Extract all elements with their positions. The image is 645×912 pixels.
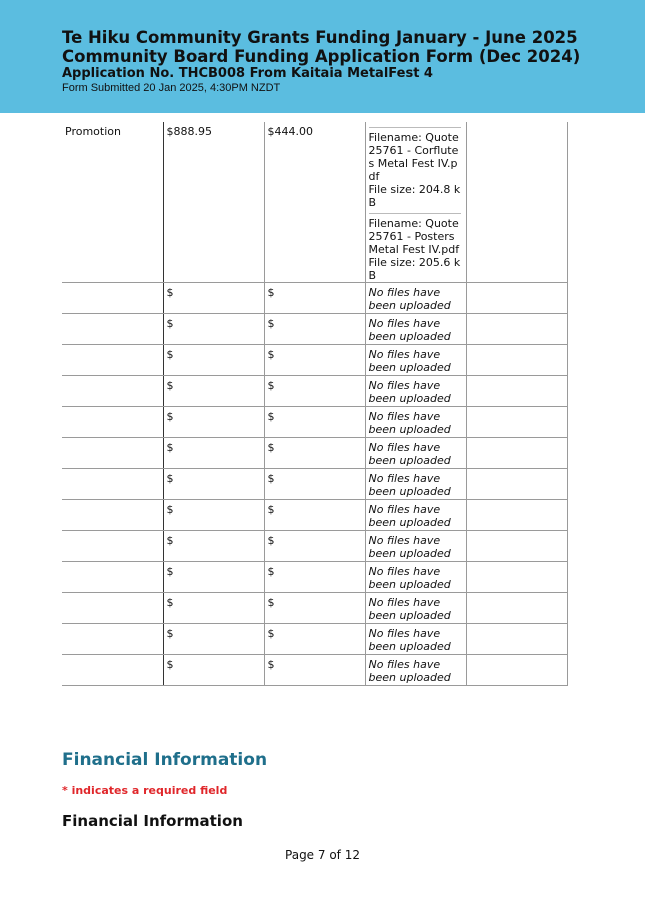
no-files-text: No files have [368,565,441,578]
empty-cell [466,531,567,562]
amount-cell: $ [264,500,365,531]
table-row [62,283,567,314]
table-row [62,469,567,500]
no-files-text: been uploaded [368,330,451,343]
no-files-text: No files have [368,410,441,423]
file-size-line: File size: 204.8 k [368,183,461,196]
no-files-text: been uploaded [368,485,451,498]
file-item[interactable] [369,213,461,282]
no-files-text: been uploaded [368,361,451,374]
amount-cell: $ [264,655,365,686]
files-cell [365,655,466,686]
amount-cell: $ [163,500,264,531]
no-files-text: been uploaded [368,454,451,467]
empty-cell [466,376,567,407]
file-name-line: s Metal Fest IV.p [368,157,458,170]
table-row [62,407,567,438]
empty-cell [466,283,567,314]
no-files-text: No files have [368,441,441,454]
files-cell [365,122,466,283]
file-name-line: Filename: Quote [368,217,459,230]
no-files-text: been uploaded [368,640,451,653]
files-cell [365,531,466,562]
files-cell [365,500,466,531]
no-files-text: been uploaded [368,392,451,405]
header-title-line3: Application No. THCB008 From Kaitaia MetalFest 4 [62,66,433,81]
file-list [369,127,463,282]
files-cell [365,314,466,345]
no-files-text: No files have [368,596,441,609]
item-cell [62,655,163,686]
section-title: Financial Information [62,750,268,770]
item-cell [62,376,163,407]
empty-cell [466,122,567,283]
no-files-text: No files have [368,379,441,392]
item-cell: Promotion [62,122,163,283]
page-number: Page 7 of 12 [285,848,360,862]
amount-cell: $ [264,624,365,655]
empty-cell [466,407,567,438]
table-row [62,593,567,624]
item-cell [62,345,163,376]
amount-cell: $ [264,438,365,469]
no-files-text: been uploaded [368,671,451,684]
no-files-text: No files have [368,658,441,671]
budget-table [62,122,568,686]
amount-cell: $ [163,655,264,686]
item-cell [62,562,163,593]
empty-cell [466,500,567,531]
files-cell [365,407,466,438]
files-cell [365,438,466,469]
amount-cell: $ [264,531,365,562]
item-cell [62,438,163,469]
table-row [62,562,567,593]
section-subtitle: Financial Information [62,812,243,830]
table-row [62,438,567,469]
no-files-text: No files have [368,286,441,299]
no-files-text: No files have [368,534,441,547]
files-cell [365,593,466,624]
item-cell [62,624,163,655]
amount-cell: $444.00 [264,122,365,283]
no-files-text: been uploaded [368,578,451,591]
no-files-text: No files have [368,348,441,361]
amount-cell: $ [163,314,264,345]
amount-cell: $ [264,314,365,345]
amount-cell: $ [163,624,264,655]
files-cell [365,376,466,407]
header-title-line2: Community Board Funding Application Form (Dec 2024) [62,47,581,66]
file-size-line: File size: 205.6 k [368,256,461,269]
page-header [0,0,645,113]
item-cell [62,283,163,314]
files-cell [365,562,466,593]
no-files-text: been uploaded [368,547,451,560]
amount-cell: $ [264,407,365,438]
amount-cell: $ [264,562,365,593]
empty-cell [466,655,567,686]
amount-cell: $ [163,438,264,469]
amount-cell: $ [163,407,264,438]
empty-cell [466,593,567,624]
file-name-line: df [368,170,380,183]
amount-cell: $ [264,376,365,407]
submitted-timestamp: Form Submitted 20 Jan 2025, 4:30PM NZDT [62,82,281,94]
table-row [62,376,567,407]
table-row [62,314,567,345]
amount-cell: $ [264,469,365,500]
item-cell [62,314,163,345]
item-cell [62,531,163,562]
amount-cell: $ [163,531,264,562]
table-row [62,345,567,376]
amount-cell: $ [163,593,264,624]
amount-cell: $ [163,562,264,593]
amount-cell: $ [163,469,264,500]
no-files-text: been uploaded [368,516,451,529]
file-name-line: 25761 - Corflute [368,144,459,157]
no-files-text: been uploaded [368,609,451,622]
table-row [62,500,567,531]
no-files-text: No files have [368,503,441,516]
file-name-line: 25761 - Posters [368,230,455,243]
empty-cell [466,314,567,345]
item-cell [62,500,163,531]
no-files-text: been uploaded [368,423,451,436]
item-cell [62,469,163,500]
amount-cell: $ [264,283,365,314]
table-row [62,531,567,562]
item-cell [62,593,163,624]
file-name-line: Metal Fest IV.pdf [368,243,460,256]
amount-cell: $ [264,593,365,624]
header-title-line1: Te Hiku Community Grants Funding January - June 2025 [62,28,578,47]
files-cell [365,624,466,655]
table-row [62,122,567,283]
amount-cell: $ [264,345,365,376]
no-files-text: No files have [368,472,441,485]
files-cell [365,283,466,314]
table-row [62,624,567,655]
amount-cell: $888.95 [163,122,264,283]
empty-cell [466,562,567,593]
amount-cell: $ [163,345,264,376]
files-cell [365,469,466,500]
amount-cell: $ [163,376,264,407]
file-item[interactable] [369,127,461,209]
table-row [62,655,567,686]
file-size-line: B [368,196,377,209]
item-cell [62,407,163,438]
empty-cell [466,624,567,655]
file-size-line: B [368,269,377,282]
required-field-note: * indicates a required field [62,784,228,797]
files-cell [365,345,466,376]
empty-cell [466,469,567,500]
amount-cell: $ [163,283,264,314]
empty-cell [466,345,567,376]
no-files-text: No files have [368,627,441,640]
file-name-line: Filename: Quote [368,131,459,144]
no-files-text: No files have [368,317,441,330]
empty-cell [466,438,567,469]
no-files-text: been uploaded [368,299,451,312]
